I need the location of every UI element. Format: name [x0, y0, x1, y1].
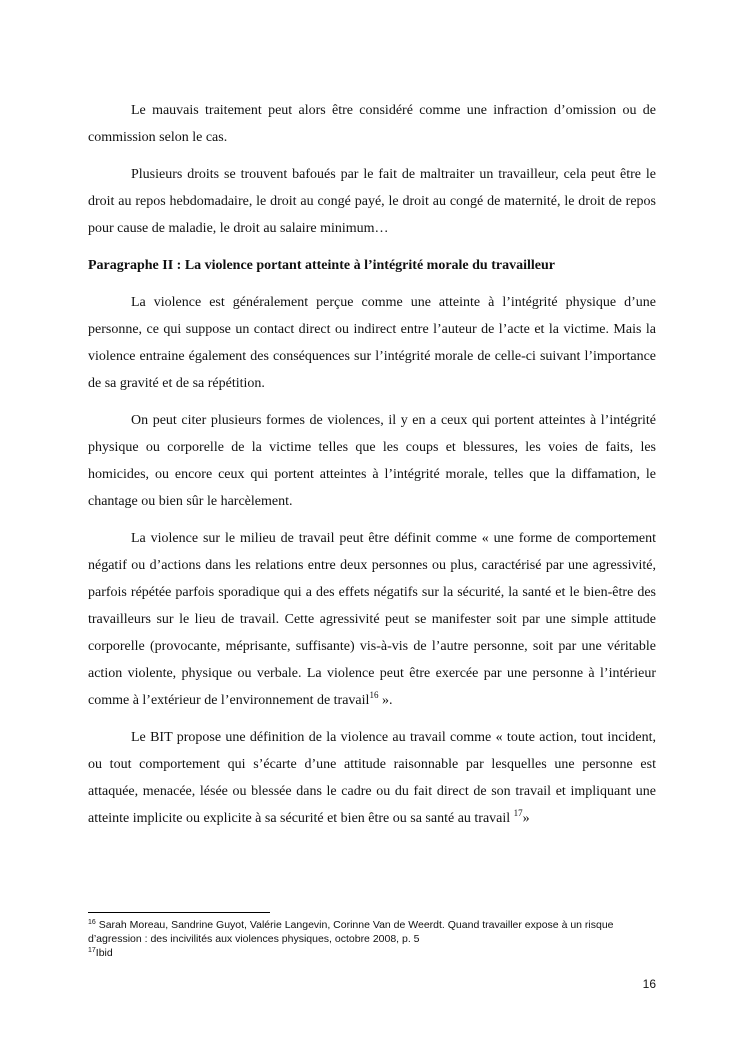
paragraph-6-text: Le BIT propose une définition de la violence au travail comme « toute action, tout incident, ou tout comportement qui s’écarte d’une attitude raisonnable par lesquelles une personne est attaquée, menacée, lésée ou blessée dans le cadre ou du fait direct de son travail et impliquant une atteinte implicite ou explicite à sa sécurité et bien être ou sa santé au travail [88, 730, 656, 826]
footnote-text: Ibid [95, 947, 113, 959]
paragraph-5-text: La violence sur le milieu de travail peut être définit comme « une forme de comportement négatif ou d’actions dans les relations entre deux personnes ou plus, caractérisé par une agressivité, parfois répétée parfois sporadique qui a des effets négatifs sur la sécurité, la santé et le bien-être des travailleurs sur le lieu de travail. Cette agressivité peut se manifester soit par une simple attitude corporelle (provocante, méprisante, suffisante) vis-à-vis de l’autre personne, soit par une véritable action violente, physique ou verbale. La violence peut être exercée par une personne à l’intérieur comme à l’extérieur de l’environnement de travail [88, 531, 656, 708]
footnote-17 [88, 946, 656, 960]
section-heading: Paragraphe II : La violence portant atteinte à l’intégrité morale du travailleur [88, 258, 555, 273]
paragraph-5 [88, 525, 656, 714]
footnote-text: Sarah Moreau, Sandrine Guyot, Valérie Langevin, Corinne Van de Weerdt. Quand travailler expose à un risque d’agression : des incivilités aux violences physiques, octobre 2008, p. 5 [88, 919, 614, 945]
paragraph-6-end: » [522, 811, 530, 826]
footnote-16 [88, 918, 656, 946]
paragraph-4: On peut citer plusieurs formes de violences, il y en a ceux qui portent atteintes à l’intégrité physique ou corporelle de la victime telles que les coups et blessures, les voies de faits, les homicides, ou encore ceux qui portent atteintes à l’intégrité morale, telles que la diffamation, le chantage ou bien sûr le harcèlement. [88, 413, 656, 509]
paragraph-1: Le mauvais traitement peut alors être considéré comme une infraction d’omission ou de commission selon le cas. [88, 103, 656, 145]
footnote-number: 17 [88, 947, 96, 954]
footnote-number: 16 [88, 919, 96, 926]
paragraph-2: Plusieurs droits se trouvent bafoués par le fait de maltraiter un travailleur, cela peut être le droit au repos hebdomadaire, le droit au congé payé, le droit au congé de maternité, le droit de repos pour cause de maladie, le droit au salaire minimum… [88, 167, 656, 236]
footnotes [88, 918, 656, 960]
paragraph-6 [88, 724, 656, 832]
paragraph-3: La violence est généralement perçue comme une atteinte à l’intégrité physique d’une personne, ce qui suppose un contact direct ou indirect entre l’auteur de l’acte et la victime. Mais la violence entraine également des conséquences sur l’intégrité morale de celle-ci suivant l’importance de sa gravité et de sa répétition. [88, 295, 656, 391]
footnote-ref-16[interactable]: 16 [369, 690, 379, 700]
page-number: 16 [642, 977, 656, 991]
footnote-divider [88, 912, 270, 913]
paragraph-5-end: ». [378, 693, 393, 708]
footnote-ref-17[interactable]: 17 [513, 808, 523, 818]
body-text [88, 97, 656, 842]
